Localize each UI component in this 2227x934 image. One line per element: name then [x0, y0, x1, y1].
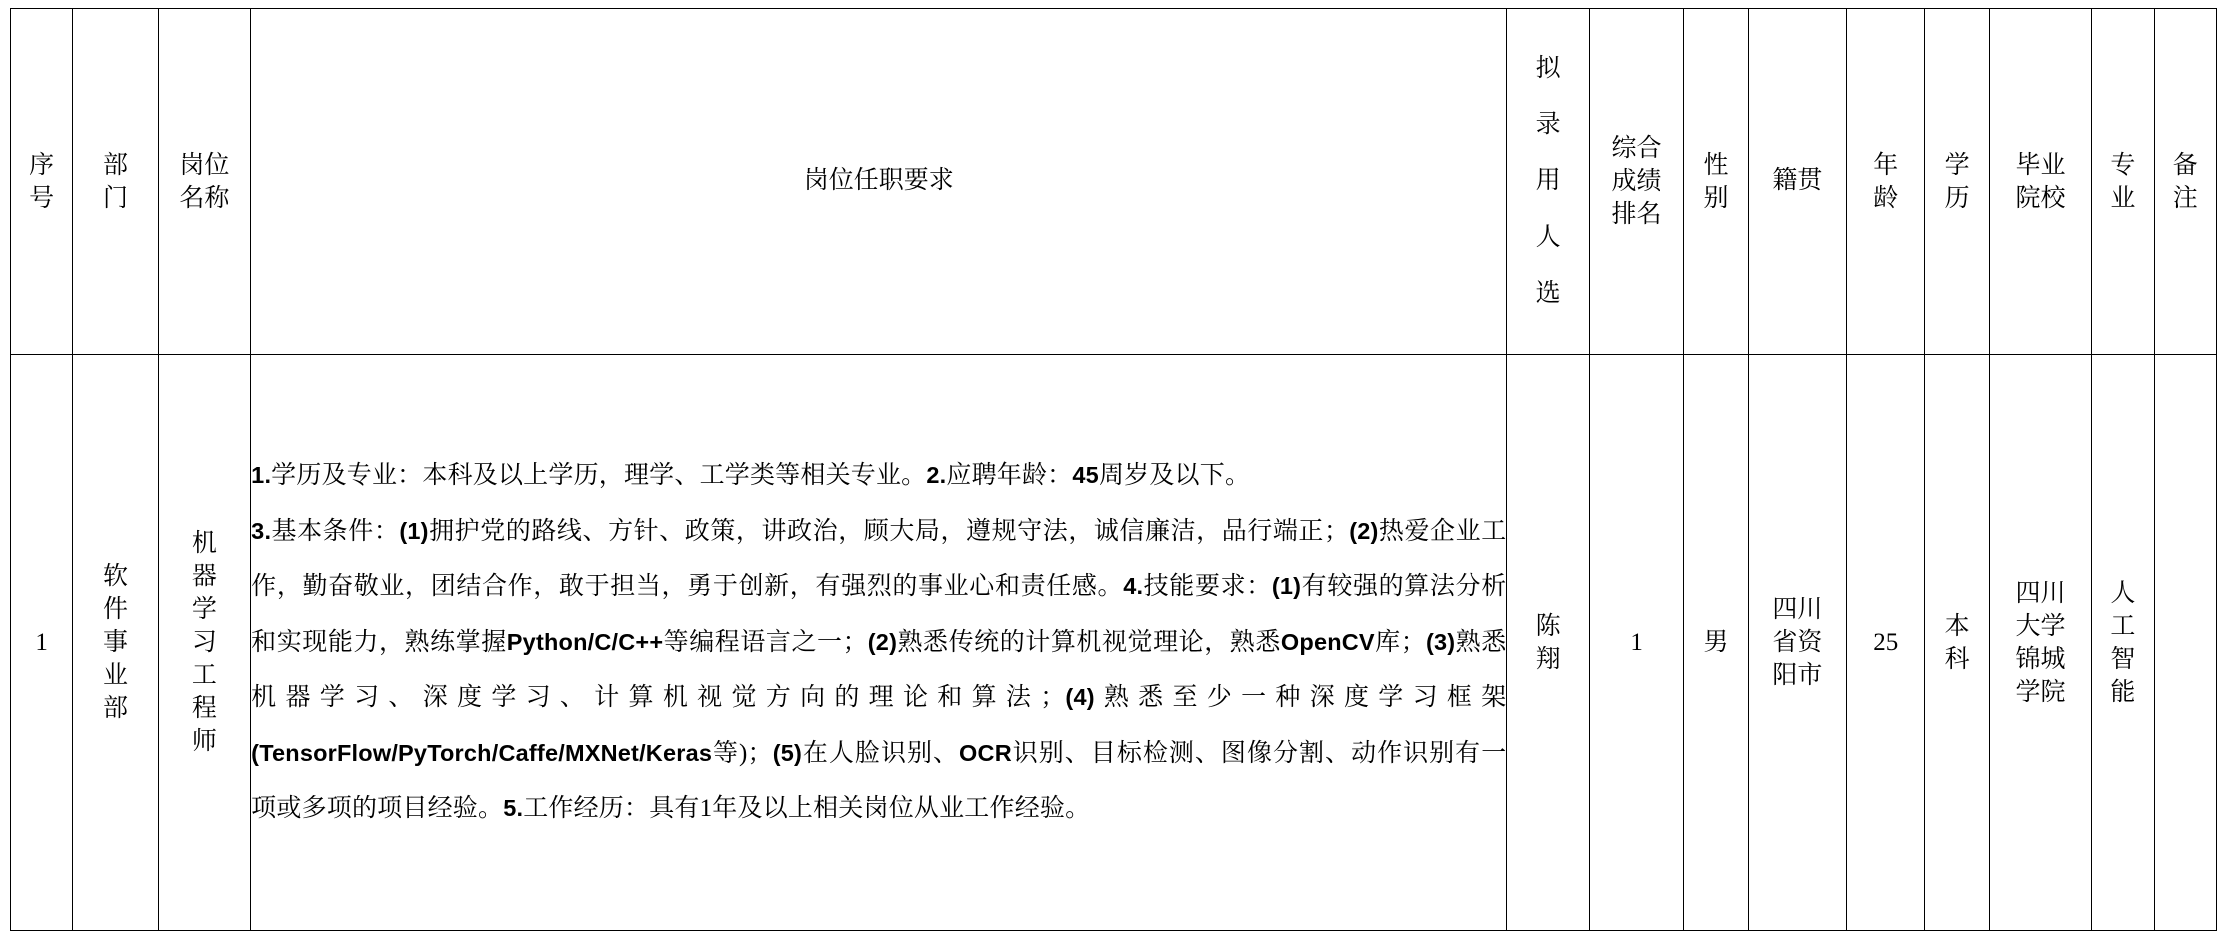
table-row	[11, 355, 2217, 931]
header-post-name	[158, 9, 250, 355]
cell-school-value: 四川大学锦城学院	[2015, 579, 2066, 706]
header-education	[1925, 9, 1989, 355]
header-remark	[2154, 9, 2216, 355]
header-age	[1847, 9, 1925, 355]
header-score-rank-label: 综合成绩排名	[1611, 135, 1662, 228]
recruitment-table	[10, 8, 2217, 931]
header-native-place-label: 籍贯	[1772, 167, 1823, 195]
table-header-row	[11, 9, 2217, 355]
requirements-paragraph-1: 1.学历及专业：本科及以上学历，理学、工学类等相关专业。2.应聘年龄：45周岁及以下。	[251, 462, 1251, 490]
header-seq	[11, 9, 73, 355]
header-score-rank	[1589, 9, 1683, 355]
cell-post-name-value: 机器学习工程师	[191, 530, 217, 755]
header-gender	[1684, 9, 1748, 355]
header-school-label: 毕业院校	[2015, 151, 2066, 212]
header-native-place	[1748, 9, 1846, 355]
header-age-label: 年龄	[1873, 151, 1899, 212]
cell-education-value: 本科	[1944, 612, 1970, 673]
header-post-name-label: 岗位名称	[179, 151, 230, 212]
header-major	[2092, 9, 2154, 355]
header-education-label: 学历	[1944, 151, 1970, 212]
cell-age	[1847, 355, 1925, 931]
header-major-label: 专业	[2110, 151, 2136, 212]
cell-age-value: 25	[1873, 628, 1899, 656]
cell-department-value: 软件事业部	[102, 563, 128, 722]
cell-gender	[1684, 355, 1748, 931]
cell-education	[1925, 355, 1989, 931]
header-department-label: 部门	[102, 151, 128, 212]
cell-major-value: 人工智能	[2110, 579, 2136, 706]
cell-requirements	[251, 355, 1507, 931]
cell-seq-value: 1	[35, 628, 48, 656]
header-requirements	[251, 9, 1507, 355]
cell-remark	[2154, 355, 2216, 931]
header-remark-label: 备注	[2172, 151, 2198, 212]
cell-native-place	[1748, 355, 1846, 931]
cell-native-place-value: 四川省资阳市	[1772, 596, 1823, 689]
cell-post-name	[158, 355, 250, 931]
cell-candidate	[1507, 355, 1589, 931]
header-seq-label: 序号	[29, 151, 55, 212]
header-requirements-label: 岗位任职要求	[803, 167, 954, 195]
requirements-paragraph-2: 3.基本条件：(1)拥护党的路线、方针、政策，讲政治，顾大局，遵规守法，诚信廉洁，品行端正；(2)热爱企业工作，勤奋敬业，团结合作，敢于担当，勇于创新，有强烈的事业心和责任感。4.技能要求：(1)有较强的算法分析和实现能力，熟练掌握Python/C/C++等编程语言之一；(2)熟悉传统的计算机视觉理论，熟悉OpenCV库；(3)熟悉机器学习、深度学习、计算机视觉方向的理论和算法；(4)熟悉至少一种深度学习框架(TensorFlow/PyTorch/Caffe/MXNet/Keras等)；(5)在人脸识别、OCR识别、目标检测、图像分割、动作识别有一项或多项的项目经验。5.工作经历：具有1年及以上相关岗位从业工作经验。	[251, 517, 1507, 823]
header-school	[1989, 9, 2092, 355]
cell-department	[73, 355, 158, 931]
header-department	[73, 9, 158, 355]
cell-major	[2092, 355, 2154, 931]
cell-candidate-value: 陈翔	[1535, 612, 1561, 673]
cell-score-rank-value: 1	[1630, 628, 1643, 656]
cell-school	[1989, 355, 2092, 931]
header-candidate-label: 拟录用人选	[1535, 54, 1561, 307]
cell-score-rank	[1589, 355, 1683, 931]
header-gender-label: 性别	[1703, 151, 1729, 212]
cell-seq	[11, 355, 73, 931]
cell-gender-value: 男	[1703, 629, 1729, 656]
header-candidate	[1507, 9, 1589, 355]
